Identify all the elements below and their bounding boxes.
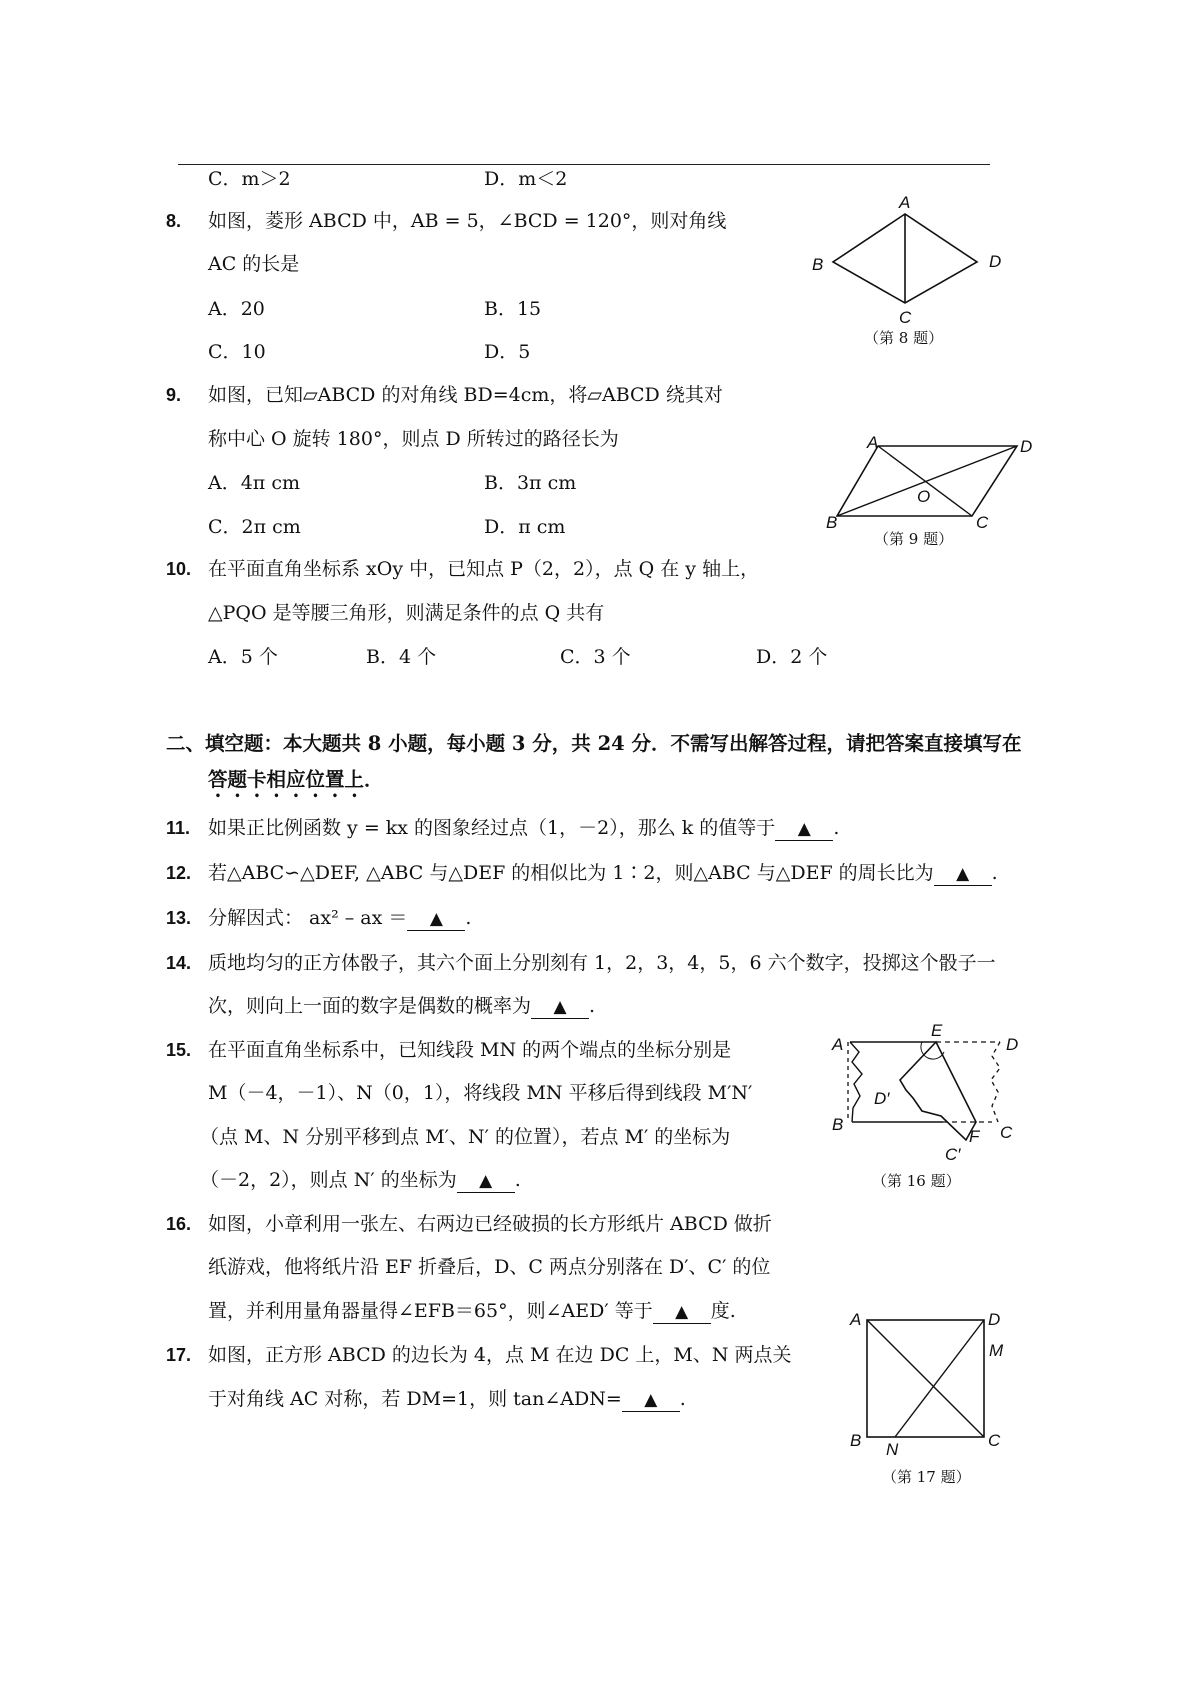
question-text: 纸游戏，他将纸片沿 EF 折叠后，D、C 两点分别落在 D′、C′ 的位	[208, 1256, 771, 1278]
option-a: A．20	[208, 298, 265, 320]
figure-caption: （第 8 题）	[864, 329, 944, 347]
parallelogram-figure	[812, 428, 1052, 558]
torn-left-edge	[850, 1042, 862, 1122]
question-text: 若△ABC∽△DEF, △ABC 与△DEF 的相似比为 1∶2，则△ABC 与△DEF 的周长比为 ▲ .	[208, 862, 998, 884]
vertex-label: C	[976, 513, 989, 532]
question-number: 8.	[166, 211, 182, 231]
figure-caption: （第 9 题）	[874, 530, 954, 548]
vertex-label: A	[899, 193, 911, 212]
question-text: 于对角线 AC 对称，若 DM=1，则 tan∠ADN= ▲ .	[208, 1388, 686, 1410]
question-number: 11.	[166, 818, 191, 838]
option-d: D．5	[484, 341, 531, 363]
question-number: 16.	[166, 1214, 192, 1234]
option-a: A．5 个	[208, 646, 278, 668]
folded-part	[900, 1042, 976, 1140]
question-text: △PQO 是等腰三角形，则满足条件的点 Q 共有	[208, 602, 605, 624]
question-text: 如图，小章利用一张左、右两边已经破损的长方形纸片 ABCD 做折	[208, 1213, 772, 1235]
question-text: 称中心 O 旋转 180°，则点 D 所转过的路径长为	[208, 428, 619, 450]
question-text: 如果正比例函数 y = kx 的图象经过点（1，－2），那么 k 的值等于 ▲ .	[208, 817, 840, 839]
option-d: D．π cm	[484, 516, 566, 538]
question-text: 次，则向上一面的数字是偶数的概率为 ▲ .	[208, 995, 596, 1017]
vertex-label: B	[850, 1431, 862, 1450]
vertex-label: B	[826, 513, 838, 532]
option-b: B．15	[484, 298, 542, 320]
segment-dn	[895, 1320, 984, 1437]
answer-blank: ▲	[653, 1301, 711, 1324]
vertex-label: D	[988, 1310, 1001, 1329]
question-text: M（－4，－1）、N（0，1），将线段 MN 平移后得到线段 M′N′	[208, 1082, 753, 1104]
option-c: C．m＞2	[208, 168, 291, 190]
vertex-label: C	[899, 308, 912, 327]
question-text: 分解因式： ax² – ax ＝ ▲ .	[208, 907, 472, 929]
vertex-label: A	[850, 1310, 862, 1329]
vertex-label: C	[1000, 1123, 1013, 1142]
folded-rectangle-figure	[826, 1016, 1036, 1196]
vertex-label: F	[969, 1127, 980, 1146]
torn-right-edge-dashed	[991, 1042, 1000, 1122]
option-b: B．4 个	[366, 646, 437, 668]
vertex-label: C	[988, 1431, 1001, 1450]
vertex-label: D	[1006, 1035, 1019, 1054]
question-text: 如图，菱形 ABCD 中，AB = 5，∠BCD = 120°，则对角线	[208, 210, 727, 232]
rhombus-figure	[800, 190, 1040, 360]
figure-caption: （第 16 题）	[872, 1172, 961, 1190]
answer-blank: ▲	[407, 908, 465, 931]
vertex-label: D′	[874, 1089, 890, 1108]
option-c: C．2π cm	[208, 516, 301, 538]
answer-blank: ▲	[622, 1389, 680, 1412]
section-heading: 二、填空题：本大题共 8 小题，每小题 3 分，共 24 分．不需写出解答过程，请把答案直接填写在	[166, 732, 1022, 755]
question-number: 9.	[166, 385, 182, 405]
diagonal-ac	[867, 1320, 984, 1437]
vertex-label: M	[989, 1341, 1004, 1360]
answer-blank: ▲	[457, 1170, 515, 1193]
vertex-label: D	[989, 252, 1002, 271]
vertex-label: B	[832, 1115, 844, 1134]
section-heading-cont: 答题卡相应位置上．	[208, 768, 384, 791]
question-number: 10.	[166, 559, 192, 579]
option-a: A．4π cm	[208, 472, 300, 494]
answer-blank: ▲	[934, 863, 992, 886]
option-d: D．2 个	[756, 646, 828, 668]
answer-blank: ▲	[531, 996, 589, 1019]
vertex-label: D	[1020, 437, 1033, 456]
answer-blank: ▲	[775, 818, 833, 841]
question-text: 在平面直角坐标系 xOy 中，已知点 P（2，2），点 Q 在 y 轴上，	[208, 558, 760, 580]
option-b: B．3π cm	[484, 472, 577, 494]
header-rule	[178, 164, 990, 165]
question-number: 15.	[166, 1040, 192, 1060]
vertex-label: B	[812, 255, 824, 274]
question-text: AC 的长是	[208, 253, 300, 275]
option-c: C．3 个	[560, 646, 631, 668]
question-text: （点 M、N 分别平移到点 M′、N′ 的位置），若点 M′ 的坐标为	[200, 1126, 731, 1148]
vertex-label: O	[917, 487, 931, 506]
vertex-label: A	[832, 1035, 844, 1054]
question-number: 12.	[166, 863, 192, 883]
question-text: 如图，正方形 ABCD 的边长为 4，点 M 在边 DC 上，M、N 两点关	[208, 1344, 792, 1366]
question-text: 如图，已知▱ABCD 的对角线 BD=4cm，将▱ABCD 绕其对	[208, 384, 723, 406]
question-number: 13.	[166, 908, 192, 928]
vertex-label: E	[931, 1021, 943, 1040]
emphasized-text: 答题卡相应位置上	[208, 768, 365, 791]
option-d: D．m＜2	[484, 168, 568, 190]
vertex-label: N	[886, 1440, 899, 1459]
question-number: 14.	[166, 953, 192, 973]
question-text: （－2，2），则点 N′ 的坐标为 ▲ .	[200, 1169, 521, 1191]
option-c: C．10	[208, 341, 266, 363]
figure-caption: （第 17 题）	[882, 1468, 971, 1486]
question-text: 在平面直角坐标系中，已知线段 MN 的两个端点的坐标分别是	[208, 1039, 732, 1061]
square-figure	[838, 1298, 1048, 1498]
question-number: 17.	[166, 1345, 192, 1365]
question-text: 置，并利用量角器量得∠EFB＝65°，则∠AED′ 等于 ▲ 度.	[208, 1300, 736, 1322]
question-text: 质地均匀的正方体骰子，其六个面上分别刻有 1，2，3，4，5，6 六个数字，投掷这个骰子一	[208, 952, 996, 974]
vertex-label: A	[867, 433, 879, 452]
vertex-label: C′	[945, 1145, 961, 1164]
